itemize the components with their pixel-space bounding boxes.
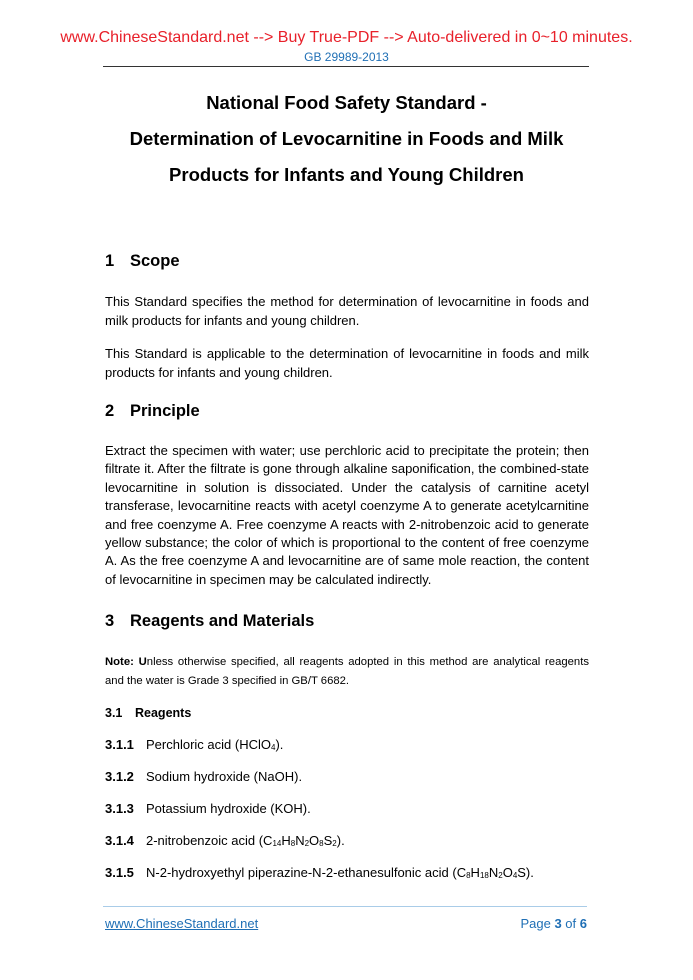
- reagent-text: O: [309, 833, 320, 848]
- doc-title-line-1: National Food Safety Standard -: [206, 92, 487, 113]
- standard-number: GB 29989-2013: [304, 50, 389, 64]
- reagent-text: O: [502, 865, 513, 880]
- footer-divider: [103, 906, 587, 907]
- section-title: Reagents and Materials: [130, 612, 315, 630]
- reagent-item: [105, 865, 534, 880]
- formula-subscript: 2: [332, 839, 337, 848]
- reagent-text: N-2-hydroxyethyl piperazine-N-2-ethanesulfonic acid (C: [146, 865, 467, 880]
- reagent-item: [105, 833, 345, 848]
- note-label: Note: U: [105, 656, 147, 668]
- reagent-text: Sodium hydroxide (NaOH).: [146, 769, 303, 784]
- reagent-text: N: [488, 865, 499, 880]
- reagent-text: S).: [517, 865, 534, 880]
- reagent-text: H: [470, 865, 480, 880]
- page-prefix: Page: [520, 916, 555, 931]
- subsection-heading-reagents: [105, 706, 191, 720]
- section-heading-reagents: [105, 612, 314, 631]
- header-divider: [103, 66, 589, 67]
- formula-subscript: 8: [290, 839, 296, 848]
- reagent-text: H: [281, 833, 291, 848]
- section-number: 2: [105, 402, 115, 420]
- doc-title-line-3: Products for Infants and Young Children: [169, 164, 524, 185]
- formula-subscript: 4: [270, 743, 276, 752]
- reagent-number: 3.1.5: [105, 865, 134, 880]
- section-title: Scope: [130, 252, 180, 270]
- reagent-item: [105, 737, 283, 752]
- note-text: nless otherwise specified, all reagents adopted in this method are analytical reagents and the water is Grade 3 specified in GB/T 6682.: [105, 656, 589, 687]
- scope-paragraph-2: This Standard is applicable to the determination of levocarnitine in foods and milk products for infants and young children.: [105, 346, 589, 380]
- reagent-number: 3.1.2: [105, 769, 134, 784]
- reagent-item: [105, 801, 311, 816]
- formula-subscript: 8: [466, 871, 471, 880]
- reagent-text: S: [323, 833, 333, 848]
- reagent-text: ).: [275, 737, 284, 752]
- formula-subscript: 4: [512, 871, 518, 880]
- section-title: Principle: [130, 402, 200, 420]
- page-current: 3: [554, 916, 562, 931]
- reagent-text: Perchloric acid (HClO: [146, 737, 271, 752]
- formula-subscript: 18: [479, 871, 489, 880]
- subsection-number: 3.1: [105, 706, 123, 720]
- formula-subscript: 2: [304, 839, 310, 848]
- scope-paragraph-1: This Standard specifies the method for determination of levocarnitine in foods and milk products for infants and young children.: [105, 294, 589, 328]
- reagent-number: 3.1.1: [105, 737, 134, 752]
- reagent-text: 2-nitrobenzoic acid (C: [146, 833, 273, 848]
- formula-subscript: 14: [272, 839, 282, 848]
- subsection-title: Reagents: [135, 706, 192, 720]
- promo-banner[interactable]: www.ChineseStandard.net --> Buy True-PDF --> Auto-delivered in 0~10 minutes.: [60, 29, 633, 46]
- section-heading-scope: [105, 252, 180, 271]
- section-heading-principle: [105, 402, 200, 421]
- page-total: 6: [579, 916, 587, 931]
- reagent-item: [105, 769, 302, 784]
- formula-subscript: 8: [319, 839, 324, 848]
- reagent-text: N: [295, 833, 305, 848]
- reagent-number: 3.1.4: [105, 833, 134, 848]
- page-of: of: [561, 916, 580, 931]
- page-indicator: [520, 916, 587, 931]
- doc-title-line-2: Determination of Levocarnitine in Foods and Milk: [129, 128, 564, 149]
- section-number: 1: [105, 252, 115, 270]
- reagents-note: [105, 653, 589, 690]
- reagent-text: ).: [336, 833, 345, 848]
- reagent-number: 3.1.3: [105, 801, 134, 816]
- principle-paragraph: Extract the specimen with water; use perchloric acid to precipitate the protein; then filtrate it. After the filtrate is gone through alkaline saponification, the combined-state levocarnitine in solution is dissociated. Under the catalysis of carnitine acetyl transferase, levocarnitine reacts with acetyl coenzyme A to generate acetylcarnitine and free coenzyme A. Free coenzyme A reacts with 2-nitrobenzoic acid to generate yellow substance; the color of which is proportional to the content of free coenzyme A. As the free coenzyme A and levocarnitine are of same mole reaction, the content of levocarnitine in specimen may be calculated indirectly.: [105, 443, 589, 587]
- section-number: 3: [105, 612, 115, 630]
- formula-subscript: 2: [498, 871, 503, 880]
- reagent-text: Potassium hydroxide (KOH).: [146, 801, 311, 816]
- footer-website-link[interactable]: www.ChineseStandard.net: [105, 916, 259, 931]
